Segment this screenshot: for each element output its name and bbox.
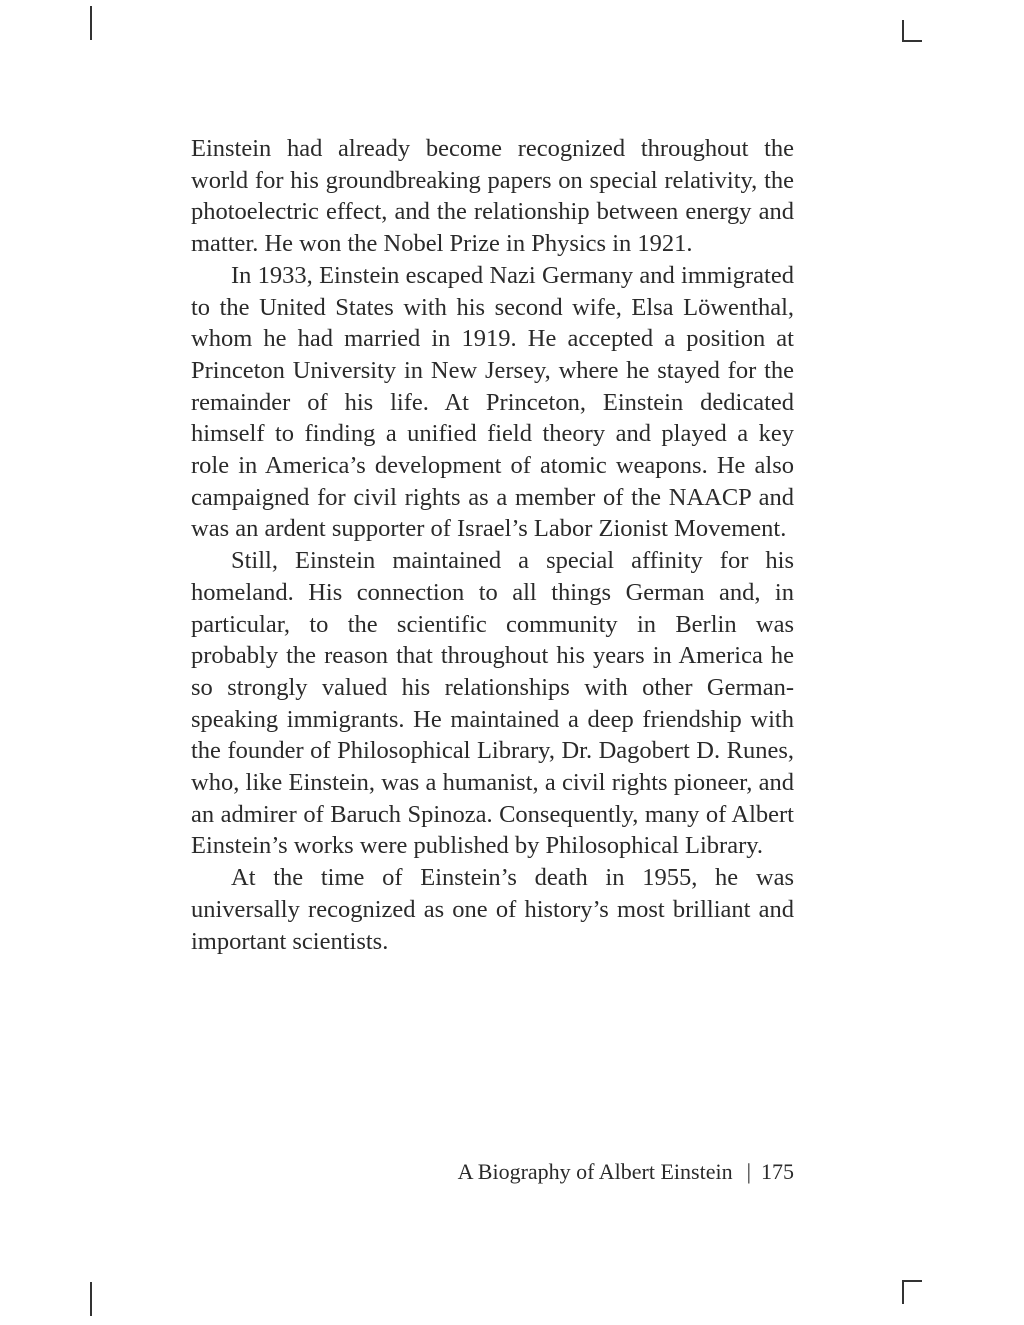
crop-mark-bottom-left [90,1282,92,1316]
paragraph: In 1933, Einstein escaped Nazi Germany and immigrated to the United States with his second wife, Elsa Löwenthal, whom he had married in 1919. He accepted a position at Princeton University in New Jersey, where he stayed for the remainder of his life. At Princeton, Einstein dedicated himself to finding a unified field theory and played a key role in America’s development of atomic weapons. He also campaigned for civil rights as a member of the NAACP and was an ardent supporter of Israel’s Labor Zionist Movement. [191,261,794,543]
page-number: 175 [761,1159,794,1184]
running-title: A Biography of Albert Einstein [457,1159,733,1184]
paragraph: At the time of Einstein’s death in 1955, he was universally recognized as one of history’s most brilliant and important scientists. [191,864,794,955]
crop-mark-bottom-right-vertical [902,1280,904,1304]
paragraph: Still, Einstein maintained a special affinity for his homeland. His connection to all things German and, in particular, to the scientific community in Berlin was probably the reason that throughout his years in America he so strongly valued his relationships with other German-speaking immigrants. He maintained a deep friendship with the founder of Philosophical Library, Dr. Dagobert D. Runes, who, like Einstein, was a humanist, a civil rights pioneer, and an admirer of Baruch Spinoza. Consequently, many of Albert Einstein’s works were published by Philosophical Library. [191,547,794,860]
crop-mark-top-left [90,6,92,40]
body-text [191,133,794,957]
paragraph: Einstein had already become recognized throughout the world for his groundbreaking papers on special relativity, the photoelectric effect, and the relationship between energy and matter. He won the Nobel Prize in Physics in 1921. [191,135,794,258]
crop-mark-top-right-vertical [902,20,904,42]
footer-separator: | [746,1159,751,1184]
crop-mark-bottom-right-horizontal [902,1280,922,1282]
page-footer [458,1158,794,1186]
crop-mark-top-right-horizontal [902,40,922,42]
